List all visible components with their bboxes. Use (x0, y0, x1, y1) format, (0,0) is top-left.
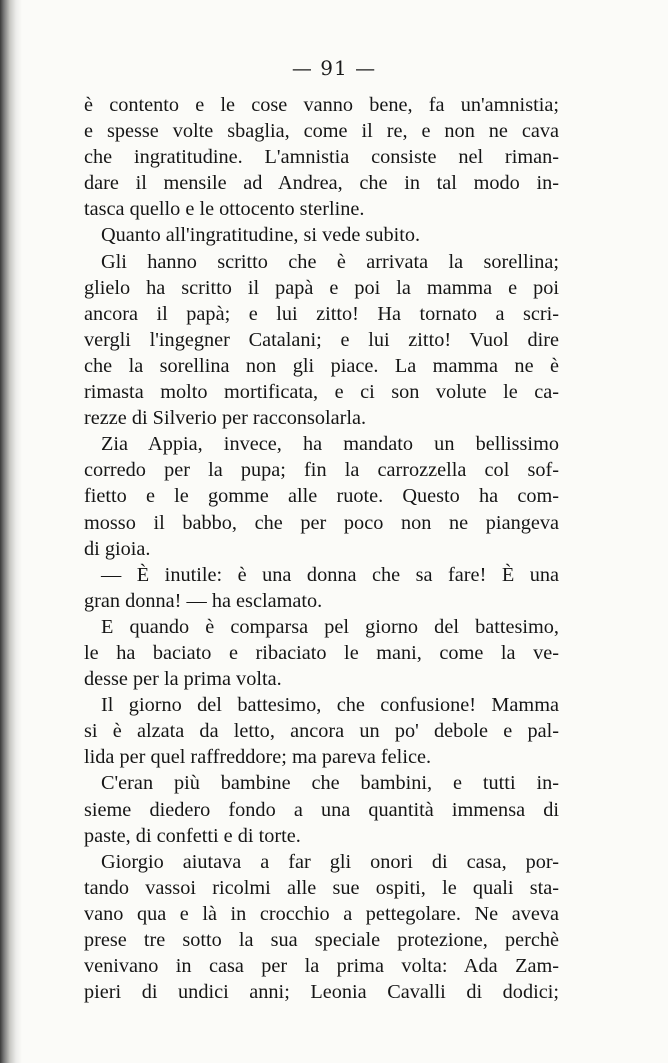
text-line: desse per la prima volta. (84, 668, 282, 691)
text-line: pieri di undici anni; Leonia Cavalli di dodici; (84, 981, 559, 1004)
text-line: corredo per la pupa; fin la carrozzella col sof- (84, 459, 559, 482)
text-line: Gli hanno scritto che è arrivata la sorellina; (101, 250, 559, 273)
body-text (84, 92, 559, 1005)
text-line: tando vassoi ricolmi alle sue ospiti, le quali sta- (84, 876, 559, 899)
text-line: vergli l'ingegner Catalani; e lui zitto! Vuol dire (84, 328, 559, 351)
text-line: venivano in casa per la prima volta: Ada Zam- (84, 955, 559, 978)
page-binding-shadow (0, 0, 22, 1063)
text-line: — È inutile: è una donna che sa fare! È una (101, 563, 559, 586)
text-line: glielo ha scritto il papà e poi la mamma e poi (84, 276, 559, 299)
text-line: che la sorellina non gli piace. La mamma ne è (84, 354, 559, 377)
text-line: Zia Appia, invece, ha mandato un bellissimo (101, 433, 559, 456)
text-line: gran donna! — ha esclamato. (84, 589, 323, 612)
text-line: si è alzata da letto, ancora un po' debole e pal- (84, 720, 559, 743)
text-line: E quando è comparsa pel giorno del battesimo, (101, 615, 559, 638)
text-line: mosso il babbo, che per poco non ne piangeva (84, 511, 559, 534)
text-line: paste, di confetti e di torte. (84, 824, 301, 847)
text-line: rezze di Silverio per racconsolarla. (84, 407, 367, 430)
text-line: sieme diedero fondo a una quantità immensa di (84, 798, 559, 821)
text-line: le ha baciato e ribaciato le mani, come la ve- (84, 641, 559, 664)
text-line: Giorgio aiutava a far gli onori di casa, por- (101, 850, 559, 873)
text-line: lida per quel raffreddore; ma pareva felice. (84, 746, 432, 769)
text-line: dare il mensile ad Andrea, che in tal modo in- (84, 172, 559, 195)
text-line: C'eran più bambine che bambini, e tutti in- (101, 772, 559, 795)
text-line: prese tre sotto la sua speciale protezione, perchè (84, 929, 559, 951)
text-line: Quanto all'ingratitudine, si vede subito. (101, 224, 421, 247)
text-line: vano qua e là in crocchio a pettegolare. Ne aveva (84, 902, 559, 925)
text-line: rimasta molto mortificata, e ci son volute le ca- (84, 381, 559, 404)
text-line: tasca quello e le ottocento sterline. (84, 198, 365, 221)
text-line: di gioia. (84, 537, 151, 560)
text-line: e spesse volte sbaglia, come il re, e non ne cava (84, 120, 559, 143)
text-line: ancora il papà; e lui zitto! Ha tornato a scri- (84, 302, 559, 325)
text-line: fietto e le gomme alle ruote. Questo ha com- (84, 485, 559, 508)
page-number: — 91 — (291, 56, 377, 80)
text-line: è contento e le cose vanno bene, fa un'amnistia; (84, 94, 559, 116)
text-line: che ingratitudine. L'amnistia consiste nel riman- (84, 146, 559, 169)
text-line: Il giorno del battesimo, che confusione! Mamma (101, 694, 559, 717)
